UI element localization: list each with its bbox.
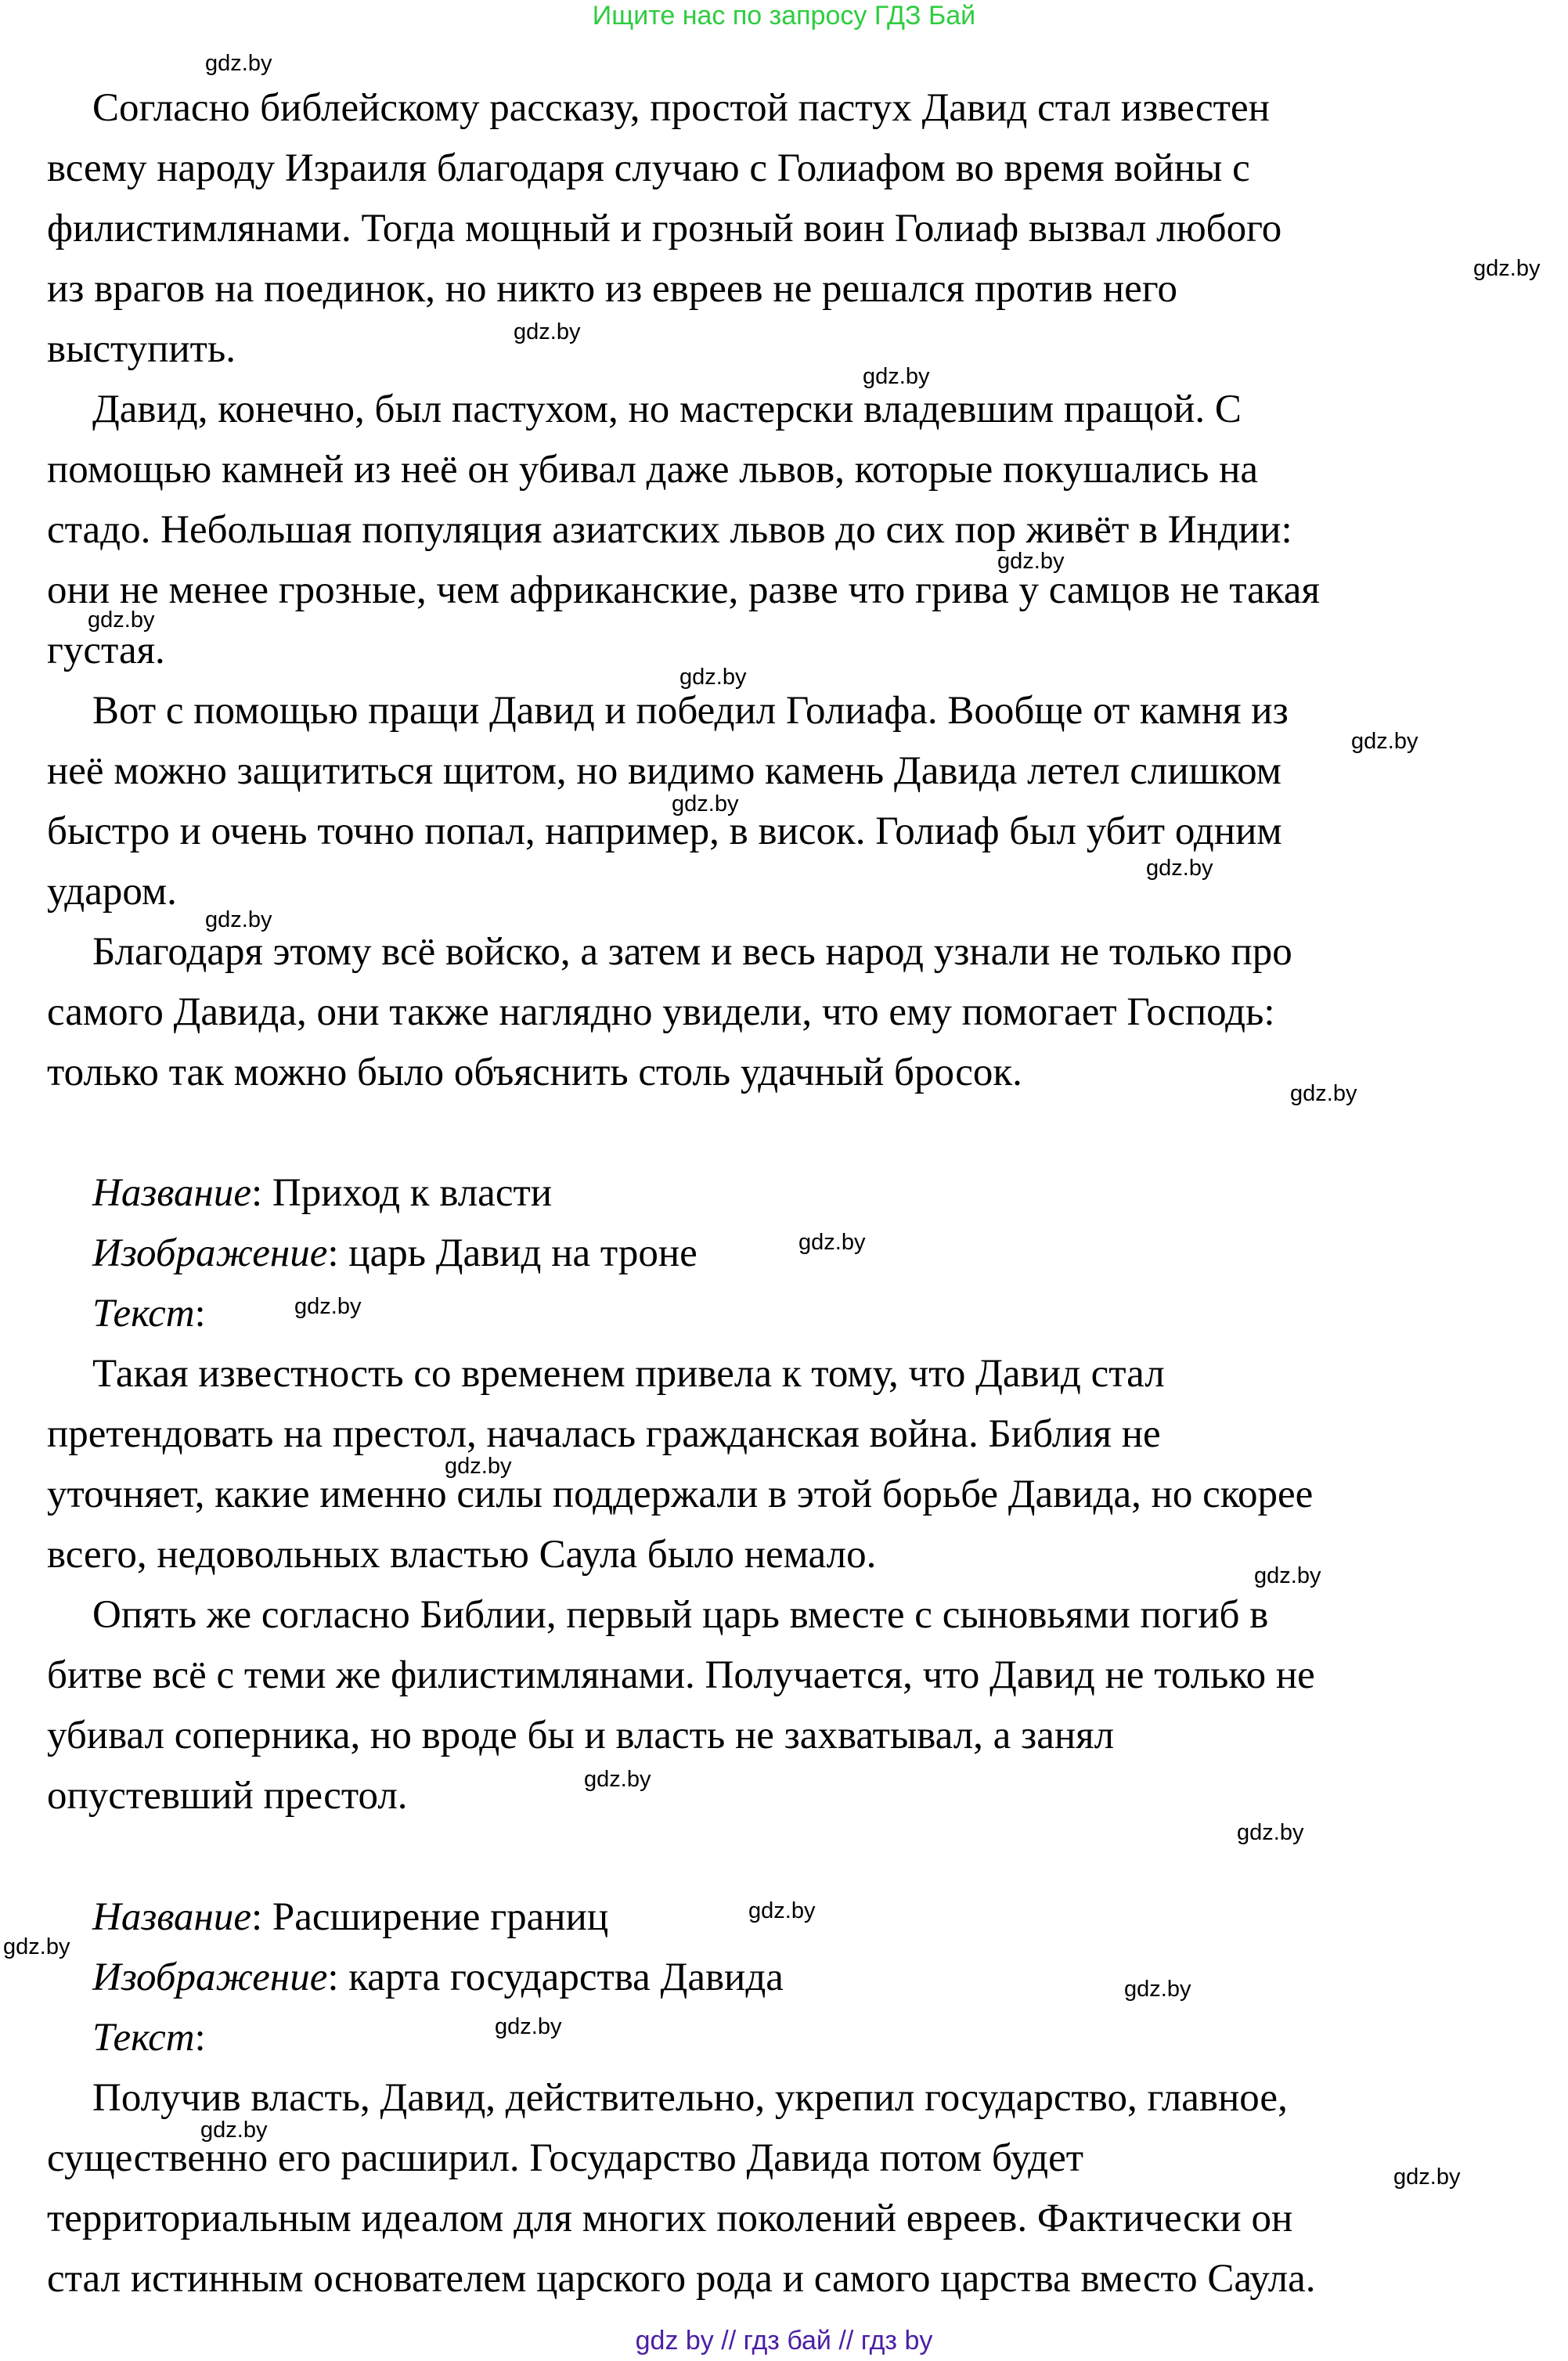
- watermark: gdz.by: [3, 1934, 70, 1959]
- field-title: [92, 1170, 552, 1217]
- watermark: gdz.by: [200, 2118, 268, 2143]
- text-line: филистимлянами. Тогда мощный и грозный воин Голиаф вызвал любого: [47, 207, 1282, 251]
- watermark: gdz.by: [798, 1230, 866, 1255]
- text-line: уточняет, какие именно силы поддержали в этой борьбе Давида, но скорее: [47, 1472, 1314, 1516]
- watermark: gdz.by: [584, 1767, 651, 1792]
- field-label: Название: [92, 1895, 251, 1939]
- text-line: самого Давида, они также наглядно увидели, что ему помогает Господь:: [47, 990, 1275, 1034]
- text-line: стадо. Небольшая популяция азиатских львов до сих пор живёт в Индии:: [47, 508, 1292, 552]
- watermark: gdz.by: [1237, 1820, 1304, 1845]
- watermark: gdz.by: [1351, 729, 1418, 754]
- text-line: всему народу Израиля благодаря случаю с Голиафом во время войны с: [47, 146, 1250, 190]
- text-line: убивал соперника, но вроде бы и власть не захватывал, а занял: [47, 1714, 1115, 1757]
- watermark: gdz.by: [748, 1898, 816, 1923]
- text-line: претендовать на престол, началась гражданская война. Библия не: [47, 1412, 1161, 1456]
- field-text: [92, 1290, 206, 1337]
- text-line: густая.: [47, 629, 165, 672]
- text-line: из врагов на поединок, но никто из евреев не решался против него: [47, 267, 1177, 311]
- field-title: [92, 1894, 608, 1941]
- text-line: Согласно библейскому рассказу, простой пастух Давид стал известен: [92, 86, 1270, 130]
- watermark: gdz.by: [1473, 256, 1541, 281]
- watermark: gdz.by: [672, 791, 739, 816]
- text-line: Такая известность со временем привела к тому, что Давид стал: [92, 1352, 1165, 1396]
- field-label: Название: [92, 1171, 251, 1215]
- watermark: gdz.by: [679, 665, 747, 690]
- text-line: только так можно было объяснить столь удачный бросок.: [47, 1051, 1022, 1094]
- header-search-hint: Ищите нас по запросу ГДЗ Бай: [592, 1, 976, 31]
- watermark: gdz.by: [1254, 1563, 1321, 1588]
- text-line: они не менее грозные, чем африканские, разве что грива у самцов не такая: [47, 568, 1320, 612]
- text-line: битве всё с теми же филистимлянами. Получается, что Давид не только не: [47, 1653, 1315, 1697]
- footer-links: gdz by // гдз бай // гдз by: [635, 2326, 933, 2356]
- text-line: неё можно защититься щитом, но видимо камень Давида летел слишком: [47, 749, 1281, 793]
- text-line: Давид, конечно, был пастухом, но мастерски владевшим пращой. С: [92, 387, 1242, 431]
- text-line: территориальным идеалом для многих поколений евреев. Фактически он: [47, 2197, 1293, 2240]
- watermark: gdz.by: [205, 907, 272, 932]
- watermark: gdz.by: [205, 51, 272, 76]
- watermark: gdz.by: [1146, 856, 1213, 881]
- text-line: Вот с помощью пращи Давид и победил Голиафа. Вообще от камня из: [92, 689, 1289, 733]
- field-image: [92, 1230, 697, 1277]
- text-line: Получив власть, Давид, действительно, укрепил государство, главное,: [92, 2076, 1288, 2120]
- field-value: : Расширение границ: [251, 1895, 609, 1939]
- watermark: gdz.by: [863, 364, 930, 389]
- watermark: gdz.by: [1290, 1081, 1357, 1106]
- text-line: опустевший престол.: [47, 1774, 408, 1818]
- text-line: стал истинным основателем царского рода и самого царства вместо Саула.: [47, 2257, 1316, 2301]
- watermark: gdz.by: [1124, 1977, 1191, 2002]
- field-label: Текст: [92, 2016, 195, 2060]
- text-line: Опять же согласно Библии, первый царь вместе с сыновьями погиб в: [92, 1593, 1269, 1637]
- field-value: : Приход к власти: [251, 1171, 553, 1215]
- text-line: Благодаря этому всё войско, а затем и весь народ узнали не только про: [92, 930, 1292, 974]
- watermark: gdz.by: [495, 2014, 562, 2039]
- watermark: gdz.by: [445, 1454, 512, 1479]
- field-label: Изображение: [92, 1231, 328, 1275]
- field-label: Изображение: [92, 1955, 328, 1999]
- field-image: [92, 1954, 784, 2001]
- watermark: gdz.by: [1393, 2165, 1461, 2190]
- text-line: выступить.: [47, 327, 236, 371]
- text-line: ударом.: [47, 870, 177, 914]
- watermark: gdz.by: [514, 319, 581, 344]
- field-text: [92, 2014, 206, 2061]
- field-value: : карта государства Давида: [327, 1955, 784, 1999]
- text-line: быстро и очень точно попал, например, в висок. Голиаф был убит одним: [47, 809, 1282, 853]
- field-value: : царь Давид на троне: [327, 1231, 697, 1275]
- field-value: :: [194, 2016, 206, 2060]
- field-value: :: [194, 1292, 206, 1335]
- text-line: помощью камней из неё он убивал даже львов, которые покушались на: [47, 448, 1259, 492]
- text-line: существенно его расширил. Государство Давида потом будет: [47, 2136, 1084, 2180]
- watermark: gdz.by: [294, 1294, 362, 1319]
- watermark: gdz.by: [88, 607, 155, 633]
- watermark: gdz.by: [997, 549, 1065, 574]
- field-label: Текст: [92, 1292, 195, 1335]
- text-line: всего, недовольных властью Саула было немало.: [47, 1533, 877, 1577]
